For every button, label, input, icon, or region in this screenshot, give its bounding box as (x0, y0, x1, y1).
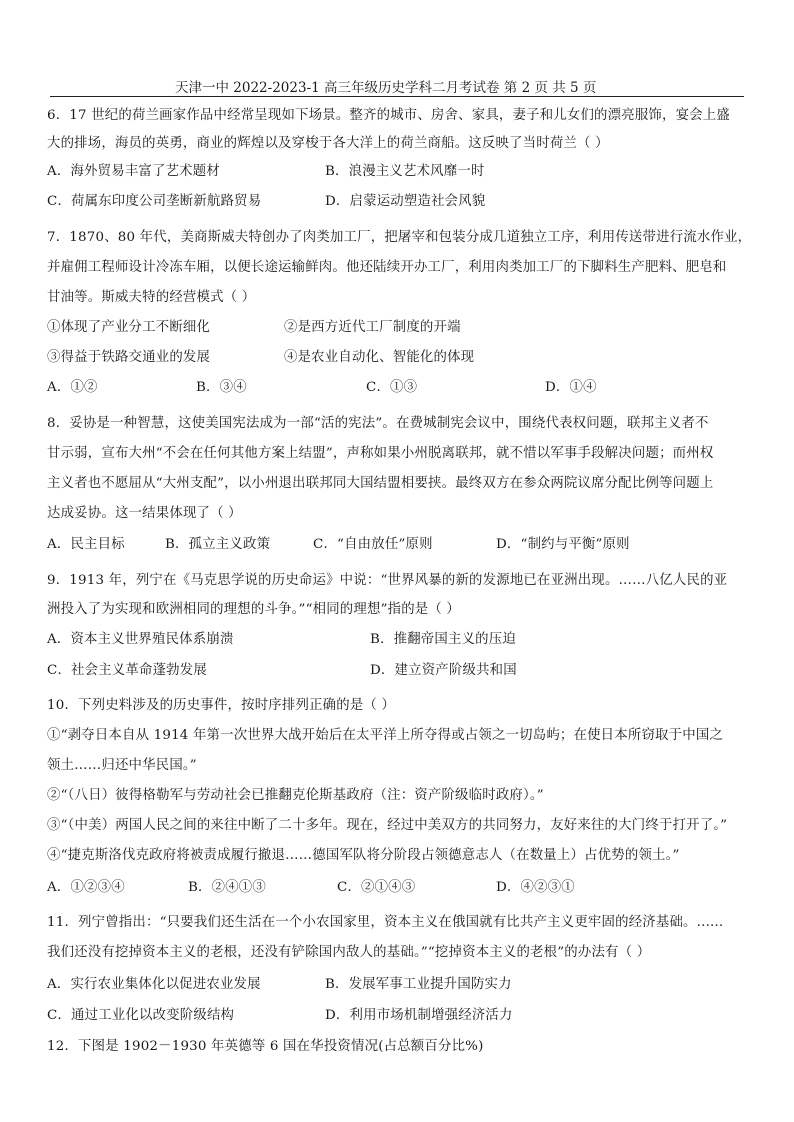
q7-statement-2: ②是西方近代工厂制度的开端 (284, 320, 461, 335)
q8-stem-line-1: 8．妥协是一种智慧，这使美国宪法成为一部“活的宪法”。在费城制宪会议中，围绕代表权问题，联邦主义者不 (47, 416, 709, 431)
q8-stem-line-2: 甘示弱，宣布大州“不会在任何其他方案上结盟”，声称如果小州脱离联邦，就不惜以军事手段解决问题；而州权 (47, 446, 714, 461)
q6-stem-line-1: 6．17 世纪的荷兰画家作品中经常呈现如下场景。整齐的城市、房舍、家具，妻子和儿女们的漂亮服饰，宴会上盛 (47, 108, 730, 123)
q7-option-a: A．①② (47, 380, 98, 395)
q9-option-d: D．建立资产阶级共和国 (370, 663, 517, 678)
q8-option-a: A．民主目标 (47, 537, 125, 552)
q10-source-4: ④“捷克斯洛伐克政府将被责成履行撤退……德国军队将分阶段占领德意志人（在数量上）占优势的领土。” (47, 848, 680, 863)
q10-option-a: A．①②③④ (47, 880, 125, 895)
header-rule (50, 96, 744, 97)
q9-option-b: B．推翻帝国主义的压迫 (370, 632, 516, 647)
q11-option-c: C．通过工业化以改变阶级结构 (47, 1008, 235, 1023)
q10-source-1-line-2: 领土……归还中华民国。” (47, 758, 197, 773)
q7-option-b: B．③④ (196, 380, 247, 395)
page-header: 天津一中 2022-2023-1 高三年级历史学科二月考试卷 第 2 页 共 5 页 (175, 80, 597, 96)
q8-option-b: B．孤立主义政策 (165, 537, 271, 552)
q7-option-c: C．①③ (366, 380, 418, 395)
q8-stem-line-4: 达成妥协。这一结果体现了（ ） (47, 506, 242, 521)
q11-stem-line-1: 11．列宁曾指出：“只要我们还生活在一个小农国家里，资本主义在俄国就有比共产主义更牢固的经济基础。...... (47, 915, 724, 930)
q10-source-2: ②“（八日）彼得格勒军与劳动社会已推翻克伦斯基政府（注：资产阶级临时政府）。” (47, 788, 544, 803)
q8-option-c: C．“自由放任”原则 (313, 537, 433, 552)
q9-stem-line-1: 9．1913 年，列宁在《马克思学说的历史命运》中说：“世界风暴的新的发源地已在亚洲出现。……八亿人民的亚 (47, 573, 728, 588)
q10-option-b: B．②④①③ (188, 880, 266, 895)
q6-stem-line-2: 大的排场，海员的英勇，商业的辉煌以及穿梭于各大洋上的荷兰商船。这反映了当时荷兰（ ） (47, 136, 609, 151)
q8-stem-line-3: 主义者也不愿屈从“大州支配”，以小州退出联邦同大国结盟相要挟。最终双方在参众两院议席分配比例等问题上 (47, 476, 714, 491)
q8-option-d: D．“制约与平衡”原则 (496, 537, 630, 552)
q9-option-c: C．社会主义革命蓬勃发展 (47, 663, 207, 678)
q12-stem-line-1: 12．下图是 1902－1930 年英德等 6 国在华投资情况(占总额百分比%) (47, 1039, 484, 1054)
q7-statement-4: ④是农业自动化、智能化的体现 (284, 350, 475, 365)
q7-statement-1: ①体现了产业分工不断细化 (47, 320, 211, 335)
q10-source-1-line-1: ①“剥夺日本自从 1914 年第一次世界大战开始后在太平洋上所夺得或占领之一切岛屿；在使日本所窃取于中国之 (47, 728, 724, 743)
q10-stem-line-1: 10．下列史料涉及的历史事件，按时序排列正确的是（ ） (47, 698, 396, 713)
q9-option-a: A．资本主义世界殖民体系崩溃 (47, 632, 234, 647)
q11-option-a: A．实行农业集体化以促进农业发展 (47, 977, 261, 992)
q6-option-c: C．荷属东印度公司垄断新航路贸易 (47, 194, 262, 209)
q11-option-b: B．发展军事工业提升国防实力 (325, 977, 512, 992)
q7-statement-3: ③得益于铁路交通业的发展 (47, 350, 211, 365)
q6-option-a: A．海外贸易丰富了艺术题材 (47, 164, 220, 179)
q7-stem-line-3: 甘油等。斯威夫特的经营模式（ ） (47, 290, 256, 305)
q10-option-d: D．④②③① (496, 880, 575, 895)
q10-option-c: C．②①④③ (337, 880, 416, 895)
q11-option-d: D．利用市场机制增强经济活力 (325, 1008, 513, 1023)
q10-source-3: ③“（中美）两国人民之间的来往中断了二十多年。现在，经过中美双方的共同努力，友好来往的大门终于打开了。” (47, 818, 728, 833)
q6-option-d: D．启蒙运动塑造社会风貌 (325, 194, 486, 209)
q11-stem-line-2: 我们还没有挖掉资本主义的老根，还没有铲除国内敌人的基础。”“挖掉资本主义的老根”的办法有（ ） (47, 945, 651, 960)
q7-stem-line-1: 7．1870、80 年代，美商斯威夫特创办了肉类加工厂，把屠宰和包装分成几道独立工序，利用传送带进行流水作业， (47, 230, 752, 245)
q9-stem-line-2: 洲投入了为实现和欧洲相同的理想的斗争。”“相同的理想”指的是（ ） (47, 602, 461, 617)
q6-option-b: B．浪漫主义艺术风靡一时 (325, 164, 485, 179)
q7-option-d: D．①④ (545, 380, 597, 395)
q7-stem-line-2: 并雇佣工程师设计冷冻车厢，以便长途运输鲜肉。他还陆续开办工厂，利用肉类加工厂的下脚料生产肥料、肥皂和 (47, 260, 727, 275)
